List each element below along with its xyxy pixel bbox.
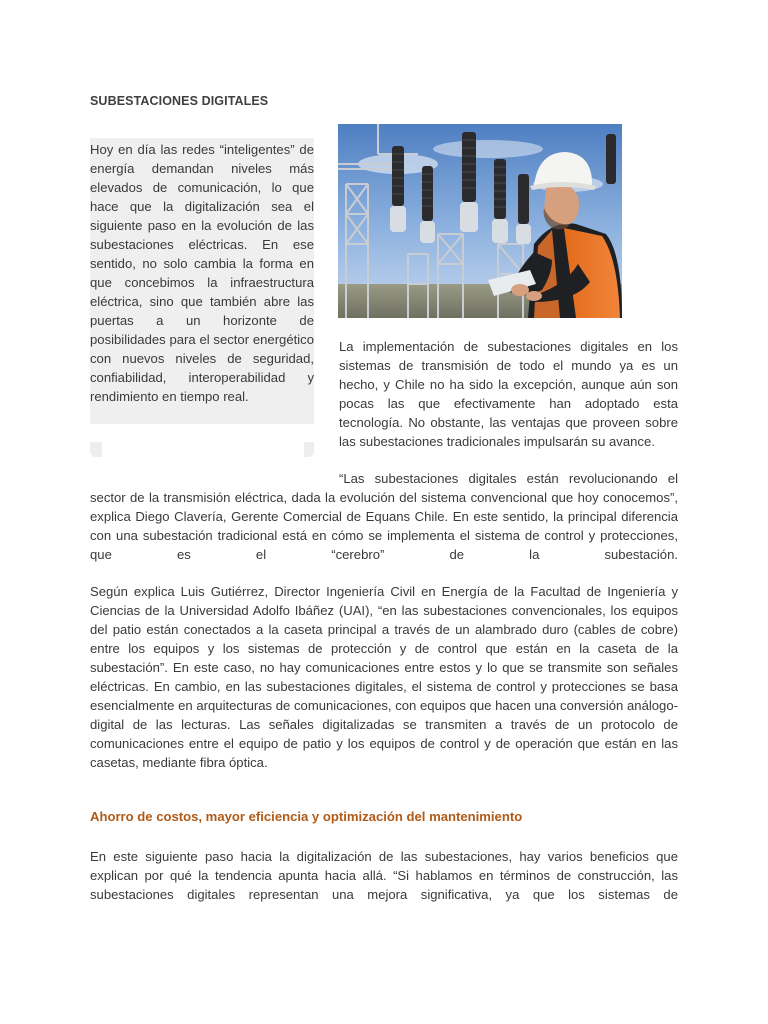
section-subheading: Ahorro de costos, mayor eficiencia y optimización del mantenimiento: [90, 809, 523, 824]
paragraph-quote-first-line: “Las subestaciones digitales están revolucionando el: [339, 471, 678, 486]
substation-engineer-photo: [338, 124, 622, 318]
paragraph-quote-rest: sector de la transmisión eléctrica, dada la evolución del sistema convencional que hoy conocemos”, explica Diego Clavería, Gerente Comercial de Equans Chile. En este sentido, la principal diferencia con una subestación tradicional está en cómo se implementa el sistema de control y protecciones, que es el “cerebro” de la subestación.: [90, 490, 678, 562]
sidebar-tab-right: [304, 442, 314, 457]
sidebar-tab-left: [90, 442, 102, 457]
sidebar-text: Hoy en día las redes “inteligentes” de energía demandan niveles más elevados de comunicación, lo que hace que la digitalización sea el siguiente paso en la evolución de las subestaciones eléctricas. En ese sentido, no solo cambia la forma en que concebimos la infraestructura eléctrica, sino que también abre las puertas a un horizonte de posibilidades para el sector energético con nuevos niveles de seguridad, confiabilidad, interoperabilidad y rendimiento en tiempo real.: [90, 142, 314, 404]
paragraph-final: En este siguiente paso hacia la digitalización de las subestaciones, hay varios beneficios que explican por qué la tendencia apunta hacia allá. “Si hablamos en términos de construcción, las subestaciones digitales representan una mejora significativa, ya que los sistemas de: [90, 849, 678, 902]
paragraph-implementation: La implementación de subestaciones digitales en los sistemas de transmisión de todo el mundo ya es un hecho, y Chile no ha sido la excepción, aunque aún son pocas las que efectivamente han adoptado esta tecnología. No obstante, las ventajas que proveen sobre las subestaciones tradicionales impulsarán su avance.: [339, 339, 678, 449]
paragraph-quote: [90, 469, 678, 564]
paragraph-luis-gutierrez: Según explica Luis Gutiérrez, Director Ingeniería Civil en Energía de la Facultad de Ingeniería y Ciencias de la Universidad Adolfo Ibáñez (UAI), “en las subestaciones convencionales, los equipos del patio están conectados a la caseta principal a través de un alambrado duro (cables de cobre) entre los equipos y los sistemas de protección y de control que están en la caseta de la subestación”. En este caso, no hay comunicaciones entre estos y lo que se transmite son señales eléctricas. En cambio, en las subestaciones digitales, el sistema de control y protecciones se basa esencialmente en arquitecturas de comunicaciones, con equipos que hacen una conversión análogo-digital de las lecturas. Las señales digitalizadas se transmiten a través de un protocolo de comunicaciones entre el equipo de patio y los equipos de control y de operación que están en las casetas, mediante fibra óptica.: [90, 584, 678, 770]
document-title: SUBESTACIONES DIGITALES: [90, 94, 269, 108]
